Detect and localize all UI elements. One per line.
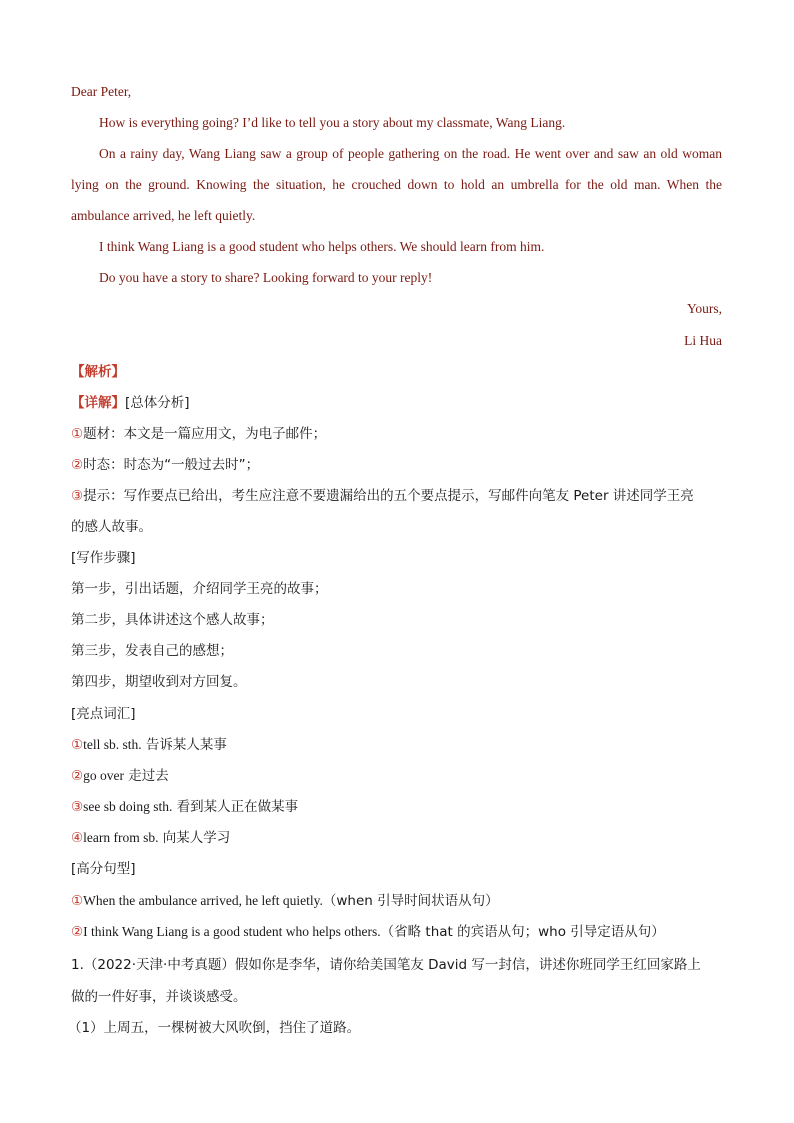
vocab-english: see sb doing sth. <box>83 799 173 814</box>
vocab-chinese: 走过去 <box>128 768 169 784</box>
vocab-chinese: 告诉某人某事 <box>145 737 227 753</box>
circled-number: ④ <box>71 830 84 846</box>
sentence-english: When the ambulance arrived, he left quietly. <box>83 893 323 908</box>
circled-number: ① <box>71 893 84 909</box>
circled-number: ① <box>71 737 84 753</box>
analysis-item-2 <box>71 455 259 475</box>
analysis-item-1 <box>71 424 326 444</box>
vocab-chinese: 向某人学习 <box>162 830 231 846</box>
letter-signature: Li Hua <box>684 333 722 348</box>
question-line-1: 1.（2022·天津·中考真题）假如你是李华，请你给美国笔友 David 写一封信，讲述你班同学王红回家路上 <box>71 957 701 973</box>
letter-salutation: Dear Peter, <box>71 84 132 99</box>
analysis-item-3-line-1 <box>71 486 694 506</box>
overview-label: [总体分析] <box>125 395 190 411</box>
step-3: 第三步，发表自己的感想； <box>71 643 233 659</box>
vocab-item <box>71 797 298 817</box>
sentence-note: （when 引导时间状语从句） <box>322 893 499 909</box>
circled-number: ② <box>71 768 84 784</box>
analysis-item-text: 时态：时态为“一般过去时”； <box>83 457 260 473</box>
letter-closing: Yours, <box>686 301 722 316</box>
circled-number: ③ <box>71 799 84 815</box>
vocab-item <box>71 828 230 848</box>
letter-paragraph-3: I think Wang Liang is a good student who helps others. We should learn from him. <box>99 239 545 254</box>
sentence-1 <box>71 891 499 911</box>
vocab-english: tell sb. sth. <box>83 737 142 752</box>
vocab-label: [亮点词汇] <box>71 706 136 722</box>
letter-paragraph-2-line-3: ambulance arrived, he left quietly. <box>71 208 256 223</box>
circled-number: ② <box>71 924 84 940</box>
analysis-item-text: 题材：本文是一篇应用文，为电子邮件； <box>83 426 327 442</box>
vocab-english: go over <box>83 768 124 783</box>
letter-paragraph-1: How is everything going? I’d like to tell you a story about my classmate, Wang Liang. <box>99 115 566 130</box>
step-2: 第二步，具体讲述这个感人故事； <box>71 612 274 628</box>
circled-number: ③ <box>71 488 84 504</box>
sentence-2 <box>71 922 665 942</box>
vocab-item <box>71 735 227 755</box>
sentence-note: （省略 that 的宾语从句；who 引导定语从句） <box>380 924 665 940</box>
sentence-english: I think Wang Liang is a good student who helps others. <box>83 924 381 939</box>
vocab-chinese: 看到某人正在做某事 <box>176 799 299 815</box>
jiexi-label: 【解析】 <box>71 364 125 380</box>
letter-paragraph-2-line-2: lying on the ground. Knowing the situation, he crouched down to hold an umbrella for the old man. When the <box>71 177 722 192</box>
letter-paragraph-2-line-1: On a rainy day, Wang Liang saw a group of people gathering on the road. He went over and saw an old woman <box>99 146 722 161</box>
analysis-item-text: 提示：写作要点已给出，考生应注意不要遗漏给出的五个要点提示，写邮件向笔友 Peter 讲述同学王亮 <box>83 488 694 504</box>
vocab-item <box>71 766 169 786</box>
circled-number: ① <box>71 426 84 442</box>
step-4: 第四步，期望收到对方回复。 <box>71 674 247 690</box>
question-line-2: 做的一件好事，并谈谈感受。 <box>71 989 247 1005</box>
sentence-label: [高分句型] <box>71 861 136 877</box>
steps-label: [写作步骤] <box>71 550 136 566</box>
circled-number: ② <box>71 457 84 473</box>
xiangjie-label: 【详解】 <box>71 395 125 411</box>
analysis-item-3-line-2: 的感人故事。 <box>71 519 152 535</box>
xiangjie-heading <box>71 393 190 413</box>
vocab-english: learn from sb. <box>83 830 159 845</box>
letter-paragraph-4: Do you have a story to share? Looking forward to your reply! <box>99 270 433 285</box>
question-line-3: （1）上周五，一棵树被大风吹倒，挡住了道路。 <box>68 1020 361 1036</box>
step-1: 第一步，引出话题，介绍同学王亮的故事； <box>71 581 328 597</box>
